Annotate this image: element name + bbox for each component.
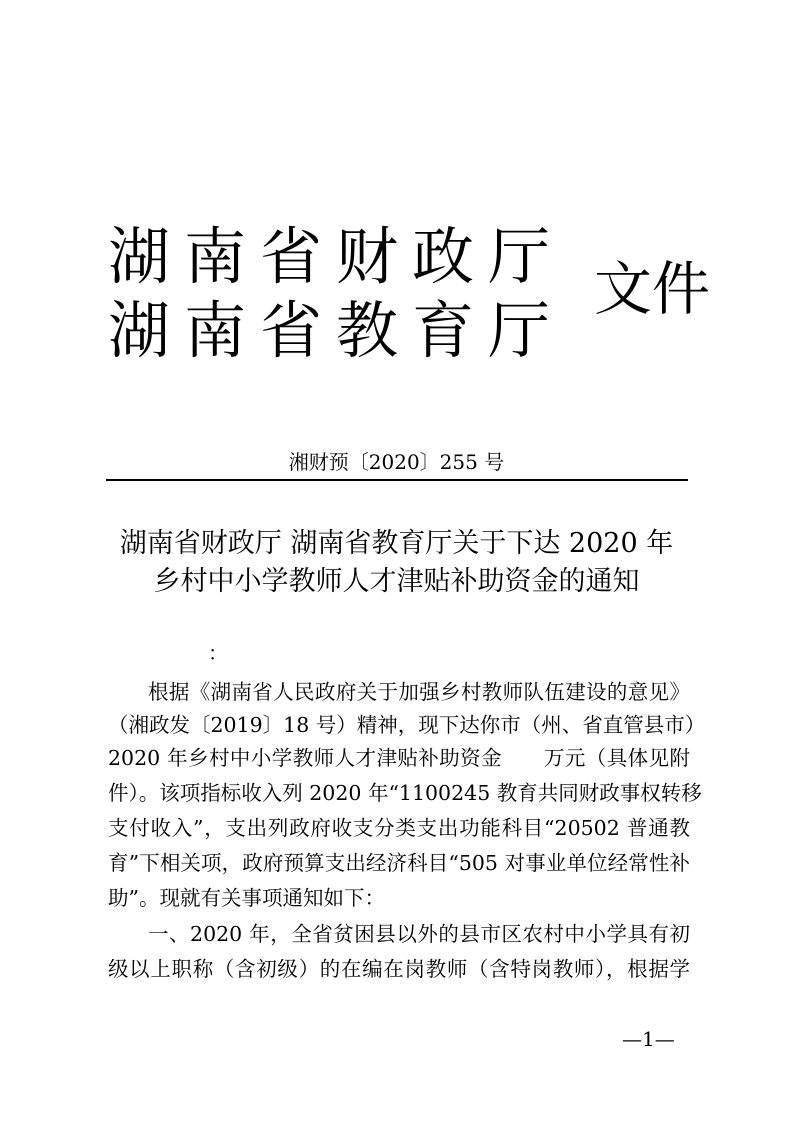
header-document-suffix: 文件 bbox=[594, 255, 711, 323]
body-line: 2020 年乡村中小学教师人才津贴补助资金 万元（具体见附 bbox=[108, 746, 690, 770]
body-line: 根据《湖南省人民政府关于加强乡村教师队伍建设的意见》 bbox=[148, 680, 690, 704]
document-title-line-1: 湖南省财政厅 湖南省教育厅关于下达 2020 年 bbox=[119, 528, 674, 559]
recipient-colon: ： bbox=[208, 641, 228, 665]
body-line: 支付收入”，支出列政府收支分类支出功能科目“20502 普通教 bbox=[108, 816, 690, 840]
document-title-line-2: 乡村中小学教师人才津贴补助资金的通知 bbox=[153, 566, 640, 597]
document-number: 湘财预〔2020〕255 号 bbox=[288, 450, 505, 474]
body-line: 育”下相关项，政府预算支出经济科目“505 对事业单位经常性补 bbox=[108, 851, 690, 875]
header-org-finance: 湖南省财政厅 bbox=[108, 220, 565, 293]
header-divider bbox=[106, 479, 688, 481]
body-line: 件）。该项指标收入列 2020 年“1100245 教育共同财政事权转移 bbox=[108, 781, 702, 805]
body-line: （湘政发〔2019〕18 号）精神，现下达你市（州、省直管县市） bbox=[108, 713, 706, 737]
body-line: 一、2020 年，全省贫困县以外的县市区农村中小学具有初 bbox=[148, 922, 690, 946]
page-number: —1— bbox=[622, 1027, 675, 1051]
header-org-education: 湖南省教育厅 bbox=[108, 294, 565, 367]
body-line: 助”。现就有关事项通知如下： bbox=[108, 886, 385, 910]
body-line: 级以上职称（含初级）的在编在岗教师（含特岗教师），根据学 bbox=[108, 957, 690, 981]
